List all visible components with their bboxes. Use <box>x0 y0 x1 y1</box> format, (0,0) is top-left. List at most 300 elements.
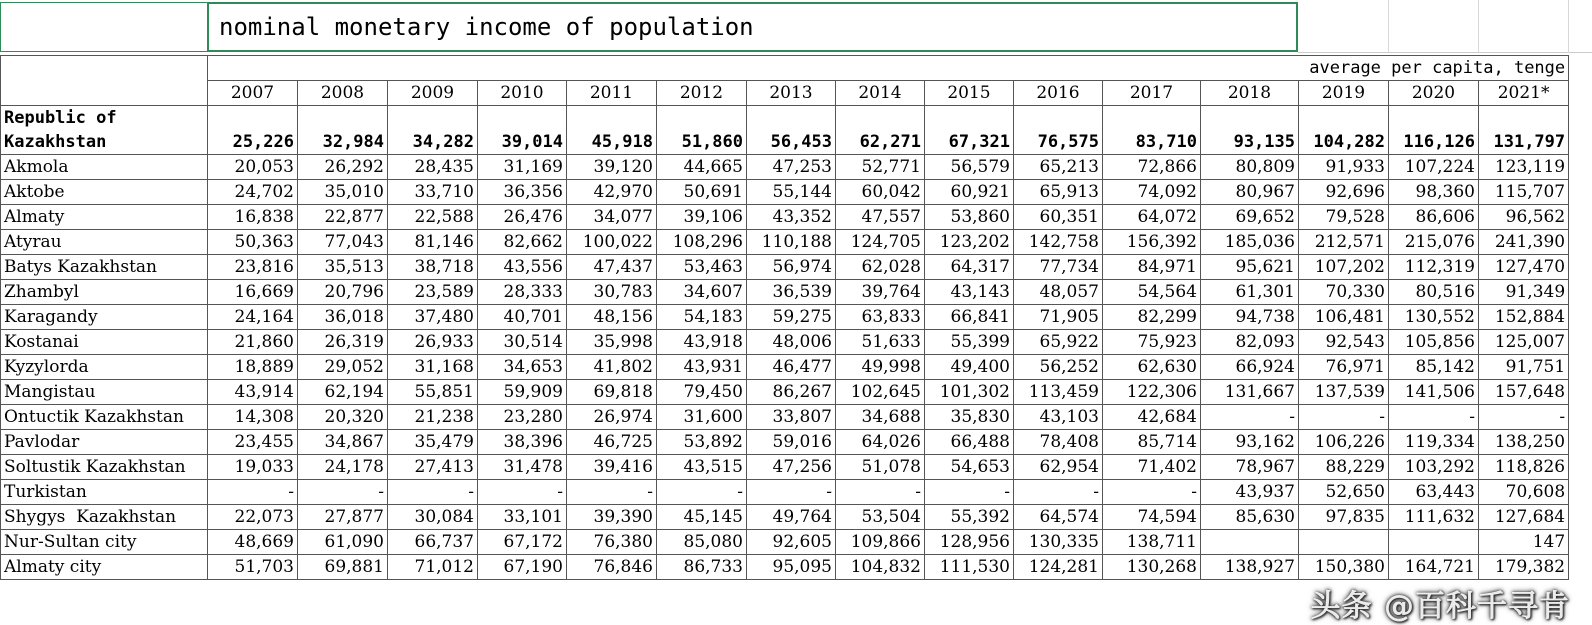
value-cell[interactable]: 215,076 <box>1389 230 1479 255</box>
value-cell[interactable]: 59,275 <box>747 305 836 330</box>
value-cell[interactable]: 69,881 <box>298 555 388 580</box>
year-header[interactable]: 2008 <box>298 81 388 106</box>
value-cell[interactable]: 122,306 <box>1103 380 1201 405</box>
value-cell[interactable]: 78,408 <box>1014 430 1103 455</box>
value-cell[interactable]: 64,072 <box>1103 205 1201 230</box>
region-name[interactable]: Aktobe <box>1 180 208 205</box>
value-cell[interactable]: 141,506 <box>1389 380 1479 405</box>
value-cell[interactable]: 86,733 <box>657 555 747 580</box>
value-cell[interactable]: 115,707 <box>1479 180 1569 205</box>
value-cell[interactable]: 123,119 <box>1479 155 1569 180</box>
value-cell[interactable]: 112,319 <box>1389 255 1479 280</box>
value-cell[interactable]: 24,164 <box>208 305 298 330</box>
value-cell[interactable]: 75,923 <box>1103 330 1201 355</box>
value-cell[interactable]: 52,771 <box>836 155 925 180</box>
unit-label[interactable]: average per capita, tenge <box>208 56 1569 81</box>
value-cell[interactable]: 60,351 <box>1014 205 1103 230</box>
value-cell[interactable]: 130,268 <box>1103 555 1201 580</box>
year-header[interactable]: 2021* <box>1479 81 1569 106</box>
value-cell[interactable]: 131,797 <box>1479 106 1569 155</box>
value-cell[interactable]: 138,250 <box>1479 430 1569 455</box>
value-cell[interactable]: 49,400 <box>925 355 1014 380</box>
value-cell[interactable]: 92,605 <box>747 530 836 555</box>
region-name[interactable]: Akmola <box>1 155 208 180</box>
value-cell[interactable]: 16,838 <box>208 205 298 230</box>
value-cell[interactable]: 27,877 <box>298 505 388 530</box>
value-cell[interactable]: 28,435 <box>388 155 478 180</box>
value-cell[interactable]: 101,302 <box>925 380 1014 405</box>
value-cell[interactable]: 64,574 <box>1014 505 1103 530</box>
value-cell[interactable] <box>1389 530 1479 555</box>
value-cell[interactable]: - <box>1014 480 1103 505</box>
value-cell[interactable]: 50,363 <box>208 230 298 255</box>
value-cell[interactable]: 31,169 <box>478 155 567 180</box>
value-cell[interactable]: 31,478 <box>478 455 567 480</box>
value-cell[interactable]: 241,390 <box>1479 230 1569 255</box>
value-cell[interactable]: 95,095 <box>747 555 836 580</box>
value-cell[interactable]: 22,588 <box>388 205 478 230</box>
year-header[interactable]: 2013 <box>747 81 836 106</box>
value-cell[interactable]: 74,092 <box>1103 180 1201 205</box>
value-cell[interactable]: 26,933 <box>388 330 478 355</box>
value-cell[interactable]: 138,711 <box>1103 530 1201 555</box>
value-cell[interactable]: 91,349 <box>1479 280 1569 305</box>
value-cell[interactable]: 35,830 <box>925 405 1014 430</box>
value-cell[interactable]: 82,662 <box>478 230 567 255</box>
value-cell[interactable]: - <box>567 480 657 505</box>
value-cell[interactable]: 108,296 <box>657 230 747 255</box>
value-cell[interactable]: 53,860 <box>925 205 1014 230</box>
value-cell[interactable]: 34,077 <box>567 205 657 230</box>
value-cell[interactable]: 42,970 <box>567 180 657 205</box>
value-cell[interactable]: 72,866 <box>1103 155 1201 180</box>
value-cell[interactable]: 105,856 <box>1389 330 1479 355</box>
value-cell[interactable]: 66,488 <box>925 430 1014 455</box>
value-cell[interactable]: 55,851 <box>388 380 478 405</box>
value-cell[interactable]: 55,392 <box>925 505 1014 530</box>
value-cell[interactable]: 91,751 <box>1479 355 1569 380</box>
value-cell[interactable]: 32,984 <box>298 106 388 155</box>
value-cell[interactable]: 43,556 <box>478 255 567 280</box>
value-cell[interactable]: 67,172 <box>478 530 567 555</box>
value-cell[interactable]: 22,877 <box>298 205 388 230</box>
region-name[interactable]: Turkistan <box>1 480 208 505</box>
region-name[interactable]: Almaty city <box>1 555 208 580</box>
value-cell[interactable]: 51,860 <box>657 106 747 155</box>
value-cell[interactable]: 33,807 <box>747 405 836 430</box>
value-cell[interactable]: 51,078 <box>836 455 925 480</box>
value-cell[interactable]: 111,632 <box>1389 505 1479 530</box>
value-cell[interactable]: 150,380 <box>1299 555 1389 580</box>
value-cell[interactable]: 26,292 <box>298 155 388 180</box>
year-header[interactable]: 2010 <box>478 81 567 106</box>
value-cell[interactable]: 85,080 <box>657 530 747 555</box>
value-cell[interactable]: 54,564 <box>1103 280 1201 305</box>
value-cell[interactable]: 71,905 <box>1014 305 1103 330</box>
value-cell[interactable]: - <box>747 480 836 505</box>
year-header[interactable]: 2007 <box>208 81 298 106</box>
value-cell[interactable]: 76,380 <box>567 530 657 555</box>
value-cell[interactable]: 43,103 <box>1014 405 1103 430</box>
value-cell[interactable]: 30,514 <box>478 330 567 355</box>
value-cell[interactable]: 44,665 <box>657 155 747 180</box>
region-name[interactable]: Nur-Sultan city <box>1 530 208 555</box>
value-cell[interactable]: - <box>925 480 1014 505</box>
region-name[interactable]: Kyzylorda <box>1 355 208 380</box>
value-cell[interactable]: 67,190 <box>478 555 567 580</box>
value-cell[interactable]: 31,168 <box>388 355 478 380</box>
value-cell[interactable]: 36,539 <box>747 280 836 305</box>
value-cell[interactable]: 125,007 <box>1479 330 1569 355</box>
region-name[interactable]: Republic of Kazakhstan <box>1 106 208 155</box>
corner-cell[interactable] <box>1 56 208 106</box>
year-header[interactable]: 2019 <box>1299 81 1389 106</box>
value-cell[interactable]: 48,669 <box>208 530 298 555</box>
value-cell[interactable]: 66,924 <box>1201 355 1299 380</box>
value-cell[interactable]: 34,867 <box>298 430 388 455</box>
value-cell[interactable]: 63,443 <box>1389 480 1479 505</box>
value-cell[interactable]: 26,319 <box>298 330 388 355</box>
value-cell[interactable]: 119,334 <box>1389 430 1479 455</box>
value-cell[interactable]: 100,022 <box>567 230 657 255</box>
value-cell[interactable]: 56,453 <box>747 106 836 155</box>
value-cell[interactable]: 56,579 <box>925 155 1014 180</box>
value-cell[interactable]: - <box>1201 405 1299 430</box>
value-cell[interactable]: 59,909 <box>478 380 567 405</box>
year-header[interactable]: 2018 <box>1201 81 1299 106</box>
value-cell[interactable]: 92,696 <box>1299 180 1389 205</box>
value-cell[interactable]: 35,479 <box>388 430 478 455</box>
value-cell[interactable]: 16,669 <box>208 280 298 305</box>
value-cell[interactable]: 47,437 <box>567 255 657 280</box>
value-cell[interactable]: 130,335 <box>1014 530 1103 555</box>
value-cell[interactable]: 36,356 <box>478 180 567 205</box>
value-cell[interactable]: 80,809 <box>1201 155 1299 180</box>
value-cell[interactable]: 34,653 <box>478 355 567 380</box>
value-cell[interactable]: 35,998 <box>567 330 657 355</box>
value-cell[interactable]: 93,135 <box>1201 106 1299 155</box>
value-cell[interactable]: 53,463 <box>657 255 747 280</box>
region-name[interactable]: Mangistau <box>1 380 208 405</box>
value-cell[interactable]: 78,967 <box>1201 455 1299 480</box>
value-cell[interactable]: 96,562 <box>1479 205 1569 230</box>
value-cell[interactable]: 130,552 <box>1389 305 1479 330</box>
value-cell[interactable]: 55,144 <box>747 180 836 205</box>
value-cell[interactable]: 67,321 <box>925 106 1014 155</box>
value-cell[interactable]: 98,360 <box>1389 180 1479 205</box>
value-cell[interactable]: - <box>1103 480 1201 505</box>
value-cell[interactable]: 39,014 <box>478 106 567 155</box>
value-cell[interactable]: 104,832 <box>836 555 925 580</box>
value-cell[interactable]: 71,402 <box>1103 455 1201 480</box>
value-cell[interactable]: 29,052 <box>298 355 388 380</box>
value-cell[interactable]: 69,818 <box>567 380 657 405</box>
value-cell[interactable]: 47,557 <box>836 205 925 230</box>
region-name[interactable]: Almaty <box>1 205 208 230</box>
value-cell[interactable]: 34,282 <box>388 106 478 155</box>
value-cell[interactable]: 185,036 <box>1201 230 1299 255</box>
value-cell[interactable]: 48,057 <box>1014 280 1103 305</box>
year-header[interactable]: 2017 <box>1103 81 1201 106</box>
value-cell[interactable]: 106,481 <box>1299 305 1389 330</box>
value-cell[interactable]: - <box>1389 405 1479 430</box>
value-cell[interactable]: 42,684 <box>1103 405 1201 430</box>
value-cell[interactable]: 212,571 <box>1299 230 1389 255</box>
region-name[interactable]: Batys Kazakhstan <box>1 255 208 280</box>
value-cell[interactable]: 131,667 <box>1201 380 1299 405</box>
value-cell[interactable]: 107,202 <box>1299 255 1389 280</box>
value-cell[interactable]: 24,178 <box>298 455 388 480</box>
value-cell[interactable]: 21,238 <box>388 405 478 430</box>
value-cell[interactable]: 65,913 <box>1014 180 1103 205</box>
value-cell[interactable]: 152,884 <box>1479 305 1569 330</box>
value-cell[interactable]: 63,833 <box>836 305 925 330</box>
value-cell[interactable]: - <box>388 480 478 505</box>
value-cell[interactable]: 59,016 <box>747 430 836 455</box>
value-cell[interactable]: 55,399 <box>925 330 1014 355</box>
value-cell[interactable]: 54,183 <box>657 305 747 330</box>
value-cell[interactable]: - <box>478 480 567 505</box>
value-cell[interactable]: - <box>1479 405 1569 430</box>
value-cell[interactable]: 76,971 <box>1299 355 1389 380</box>
value-cell[interactable]: 53,504 <box>836 505 925 530</box>
value-cell[interactable]: 35,010 <box>298 180 388 205</box>
value-cell[interactable]: 47,253 <box>747 155 836 180</box>
year-header[interactable]: 2012 <box>657 81 747 106</box>
value-cell[interactable]: 106,226 <box>1299 430 1389 455</box>
value-cell[interactable]: 30,783 <box>567 280 657 305</box>
value-cell[interactable]: 82,299 <box>1103 305 1201 330</box>
value-cell[interactable]: 20,053 <box>208 155 298 180</box>
value-cell[interactable]: 43,515 <box>657 455 747 480</box>
value-cell[interactable]: 39,120 <box>567 155 657 180</box>
value-cell[interactable]: 86,606 <box>1389 205 1479 230</box>
value-cell[interactable]: 137,539 <box>1299 380 1389 405</box>
value-cell[interactable]: 104,282 <box>1299 106 1389 155</box>
value-cell[interactable]: 33,101 <box>478 505 567 530</box>
value-cell[interactable]: 94,738 <box>1201 305 1299 330</box>
year-header[interactable]: 2016 <box>1014 81 1103 106</box>
value-cell[interactable]: 76,846 <box>567 555 657 580</box>
value-cell[interactable] <box>1201 530 1299 555</box>
value-cell[interactable]: 79,450 <box>657 380 747 405</box>
value-cell[interactable]: - <box>298 480 388 505</box>
value-cell[interactable]: 56,974 <box>747 255 836 280</box>
title-left-cell[interactable] <box>0 2 207 52</box>
region-name[interactable]: Soltustik Kazakhstan <box>1 455 208 480</box>
title-cell[interactable] <box>207 2 1298 52</box>
value-cell[interactable] <box>1299 530 1389 555</box>
value-cell[interactable]: 22,073 <box>208 505 298 530</box>
value-cell[interactable]: 61,301 <box>1201 280 1299 305</box>
value-cell[interactable]: 24,702 <box>208 180 298 205</box>
value-cell[interactable]: 43,918 <box>657 330 747 355</box>
value-cell[interactable]: 79,528 <box>1299 205 1389 230</box>
value-cell[interactable]: 43,352 <box>747 205 836 230</box>
value-cell[interactable]: 127,684 <box>1479 505 1569 530</box>
value-cell[interactable]: 61,090 <box>298 530 388 555</box>
value-cell[interactable]: 14,308 <box>208 405 298 430</box>
value-cell[interactable]: 156,392 <box>1103 230 1201 255</box>
value-cell[interactable]: 20,796 <box>298 280 388 305</box>
value-cell[interactable]: 71,012 <box>388 555 478 580</box>
value-cell[interactable]: 34,607 <box>657 280 747 305</box>
value-cell[interactable]: 23,455 <box>208 430 298 455</box>
value-cell[interactable]: 39,764 <box>836 280 925 305</box>
value-cell[interactable]: 111,530 <box>925 555 1014 580</box>
value-cell[interactable]: 85,630 <box>1201 505 1299 530</box>
value-cell[interactable]: 74,594 <box>1103 505 1201 530</box>
value-cell[interactable]: 69,652 <box>1201 205 1299 230</box>
value-cell[interactable]: 41,802 <box>567 355 657 380</box>
year-header[interactable]: 2009 <box>388 81 478 106</box>
value-cell[interactable]: 142,758 <box>1014 230 1103 255</box>
value-cell[interactable]: 39,106 <box>657 205 747 230</box>
value-cell[interactable]: 47,256 <box>747 455 836 480</box>
value-cell[interactable]: 56,252 <box>1014 355 1103 380</box>
value-cell[interactable]: 65,213 <box>1014 155 1103 180</box>
value-cell[interactable]: 62,194 <box>298 380 388 405</box>
value-cell[interactable]: 81,146 <box>388 230 478 255</box>
value-cell[interactable]: 95,621 <box>1201 255 1299 280</box>
value-cell[interactable]: 31,600 <box>657 405 747 430</box>
value-cell[interactable]: 30,084 <box>388 505 478 530</box>
value-cell[interactable]: 37,480 <box>388 305 478 330</box>
value-cell[interactable]: 86,267 <box>747 380 836 405</box>
value-cell[interactable]: 70,608 <box>1479 480 1569 505</box>
value-cell[interactable]: 92,543 <box>1299 330 1389 355</box>
value-cell[interactable]: 43,937 <box>1201 480 1299 505</box>
value-cell[interactable]: 91,933 <box>1299 155 1389 180</box>
region-name[interactable]: Zhambyl <box>1 280 208 305</box>
value-cell[interactable]: 80,967 <box>1201 180 1299 205</box>
value-cell[interactable]: 84,971 <box>1103 255 1201 280</box>
value-cell[interactable]: 23,589 <box>388 280 478 305</box>
value-cell[interactable]: 46,725 <box>567 430 657 455</box>
value-cell[interactable]: 110,188 <box>747 230 836 255</box>
value-cell[interactable]: 21,860 <box>208 330 298 355</box>
value-cell[interactable]: 34,688 <box>836 405 925 430</box>
value-cell[interactable]: 65,922 <box>1014 330 1103 355</box>
value-cell[interactable]: 60,042 <box>836 180 925 205</box>
value-cell[interactable]: 80,516 <box>1389 280 1479 305</box>
value-cell[interactable]: 97,835 <box>1299 505 1389 530</box>
year-header[interactable]: 2014 <box>836 81 925 106</box>
value-cell[interactable]: - <box>208 480 298 505</box>
value-cell[interactable]: 64,317 <box>925 255 1014 280</box>
region-name[interactable]: Kostanai <box>1 330 208 355</box>
region-name[interactable]: Atyrau <box>1 230 208 255</box>
value-cell[interactable]: 35,513 <box>298 255 388 280</box>
value-cell[interactable]: 50,691 <box>657 180 747 205</box>
value-cell[interactable]: 51,633 <box>836 330 925 355</box>
value-cell[interactable]: 93,162 <box>1201 430 1299 455</box>
value-cell[interactable]: 85,714 <box>1103 430 1201 455</box>
value-cell[interactable]: 62,954 <box>1014 455 1103 480</box>
value-cell[interactable]: 19,033 <box>208 455 298 480</box>
value-cell[interactable]: 18,889 <box>208 355 298 380</box>
value-cell[interactable]: 138,927 <box>1201 555 1299 580</box>
value-cell[interactable]: 179,382 <box>1479 555 1569 580</box>
value-cell[interactable]: 62,028 <box>836 255 925 280</box>
value-cell[interactable]: 43,143 <box>925 280 1014 305</box>
year-header[interactable]: 2020 <box>1389 81 1479 106</box>
value-cell[interactable]: 51,703 <box>208 555 298 580</box>
value-cell[interactable]: 26,476 <box>478 205 567 230</box>
value-cell[interactable]: 116,126 <box>1389 106 1479 155</box>
value-cell[interactable]: - <box>836 480 925 505</box>
value-cell[interactable]: 157,648 <box>1479 380 1569 405</box>
value-cell[interactable]: 107,224 <box>1389 155 1479 180</box>
value-cell[interactable]: 113,459 <box>1014 380 1103 405</box>
value-cell[interactable]: 77,734 <box>1014 255 1103 280</box>
region-name[interactable]: Ontuctik Kazakhstan <box>1 405 208 430</box>
value-cell[interactable]: 53,892 <box>657 430 747 455</box>
value-cell[interactable]: 60,921 <box>925 180 1014 205</box>
year-header[interactable]: 2015 <box>925 81 1014 106</box>
value-cell[interactable]: 43,914 <box>208 380 298 405</box>
value-cell[interactable]: 25,226 <box>208 106 298 155</box>
value-cell[interactable]: 46,477 <box>747 355 836 380</box>
value-cell[interactable]: 27,413 <box>388 455 478 480</box>
value-cell[interactable]: 124,281 <box>1014 555 1103 580</box>
value-cell[interactable]: 127,470 <box>1479 255 1569 280</box>
value-cell[interactable]: 82,093 <box>1201 330 1299 355</box>
value-cell[interactable]: 128,956 <box>925 530 1014 555</box>
value-cell[interactable]: 62,630 <box>1103 355 1201 380</box>
value-cell[interactable]: 45,918 <box>567 106 657 155</box>
value-cell[interactable]: 64,026 <box>836 430 925 455</box>
value-cell[interactable]: 147 <box>1479 530 1569 555</box>
value-cell[interactable]: 164,721 <box>1389 555 1479 580</box>
value-cell[interactable]: 45,145 <box>657 505 747 530</box>
value-cell[interactable]: 48,006 <box>747 330 836 355</box>
value-cell[interactable]: 103,292 <box>1389 455 1479 480</box>
value-cell[interactable]: 43,931 <box>657 355 747 380</box>
region-name[interactable]: Karagandy <box>1 305 208 330</box>
value-cell[interactable]: 102,645 <box>836 380 925 405</box>
value-cell[interactable]: 118,826 <box>1479 455 1569 480</box>
value-cell[interactable]: 40,701 <box>478 305 567 330</box>
value-cell[interactable]: 26,974 <box>567 405 657 430</box>
value-cell[interactable]: 38,396 <box>478 430 567 455</box>
value-cell[interactable]: 23,280 <box>478 405 567 430</box>
value-cell[interactable]: - <box>1299 405 1389 430</box>
value-cell[interactable]: 77,043 <box>298 230 388 255</box>
value-cell[interactable]: 88,229 <box>1299 455 1389 480</box>
value-cell[interactable]: 70,330 <box>1299 280 1389 305</box>
value-cell[interactable]: - <box>657 480 747 505</box>
value-cell[interactable]: 76,575 <box>1014 106 1103 155</box>
region-name[interactable]: Pavlodar <box>1 430 208 455</box>
value-cell[interactable]: 124,705 <box>836 230 925 255</box>
value-cell[interactable]: 39,390 <box>567 505 657 530</box>
value-cell[interactable]: 36,018 <box>298 305 388 330</box>
value-cell[interactable]: 38,718 <box>388 255 478 280</box>
value-cell[interactable]: 33,710 <box>388 180 478 205</box>
year-header[interactable]: 2011 <box>567 81 657 106</box>
value-cell[interactable]: 54,653 <box>925 455 1014 480</box>
value-cell[interactable]: 48,156 <box>567 305 657 330</box>
value-cell[interactable]: 49,764 <box>747 505 836 530</box>
value-cell[interactable]: 39,416 <box>567 455 657 480</box>
value-cell[interactable]: 23,816 <box>208 255 298 280</box>
value-cell[interactable]: 66,841 <box>925 305 1014 330</box>
value-cell[interactable]: 62,271 <box>836 106 925 155</box>
region-name[interactable]: Shygys Kazakhstan <box>1 505 208 530</box>
value-cell[interactable]: 28,333 <box>478 280 567 305</box>
value-cell[interactable]: 66,737 <box>388 530 478 555</box>
